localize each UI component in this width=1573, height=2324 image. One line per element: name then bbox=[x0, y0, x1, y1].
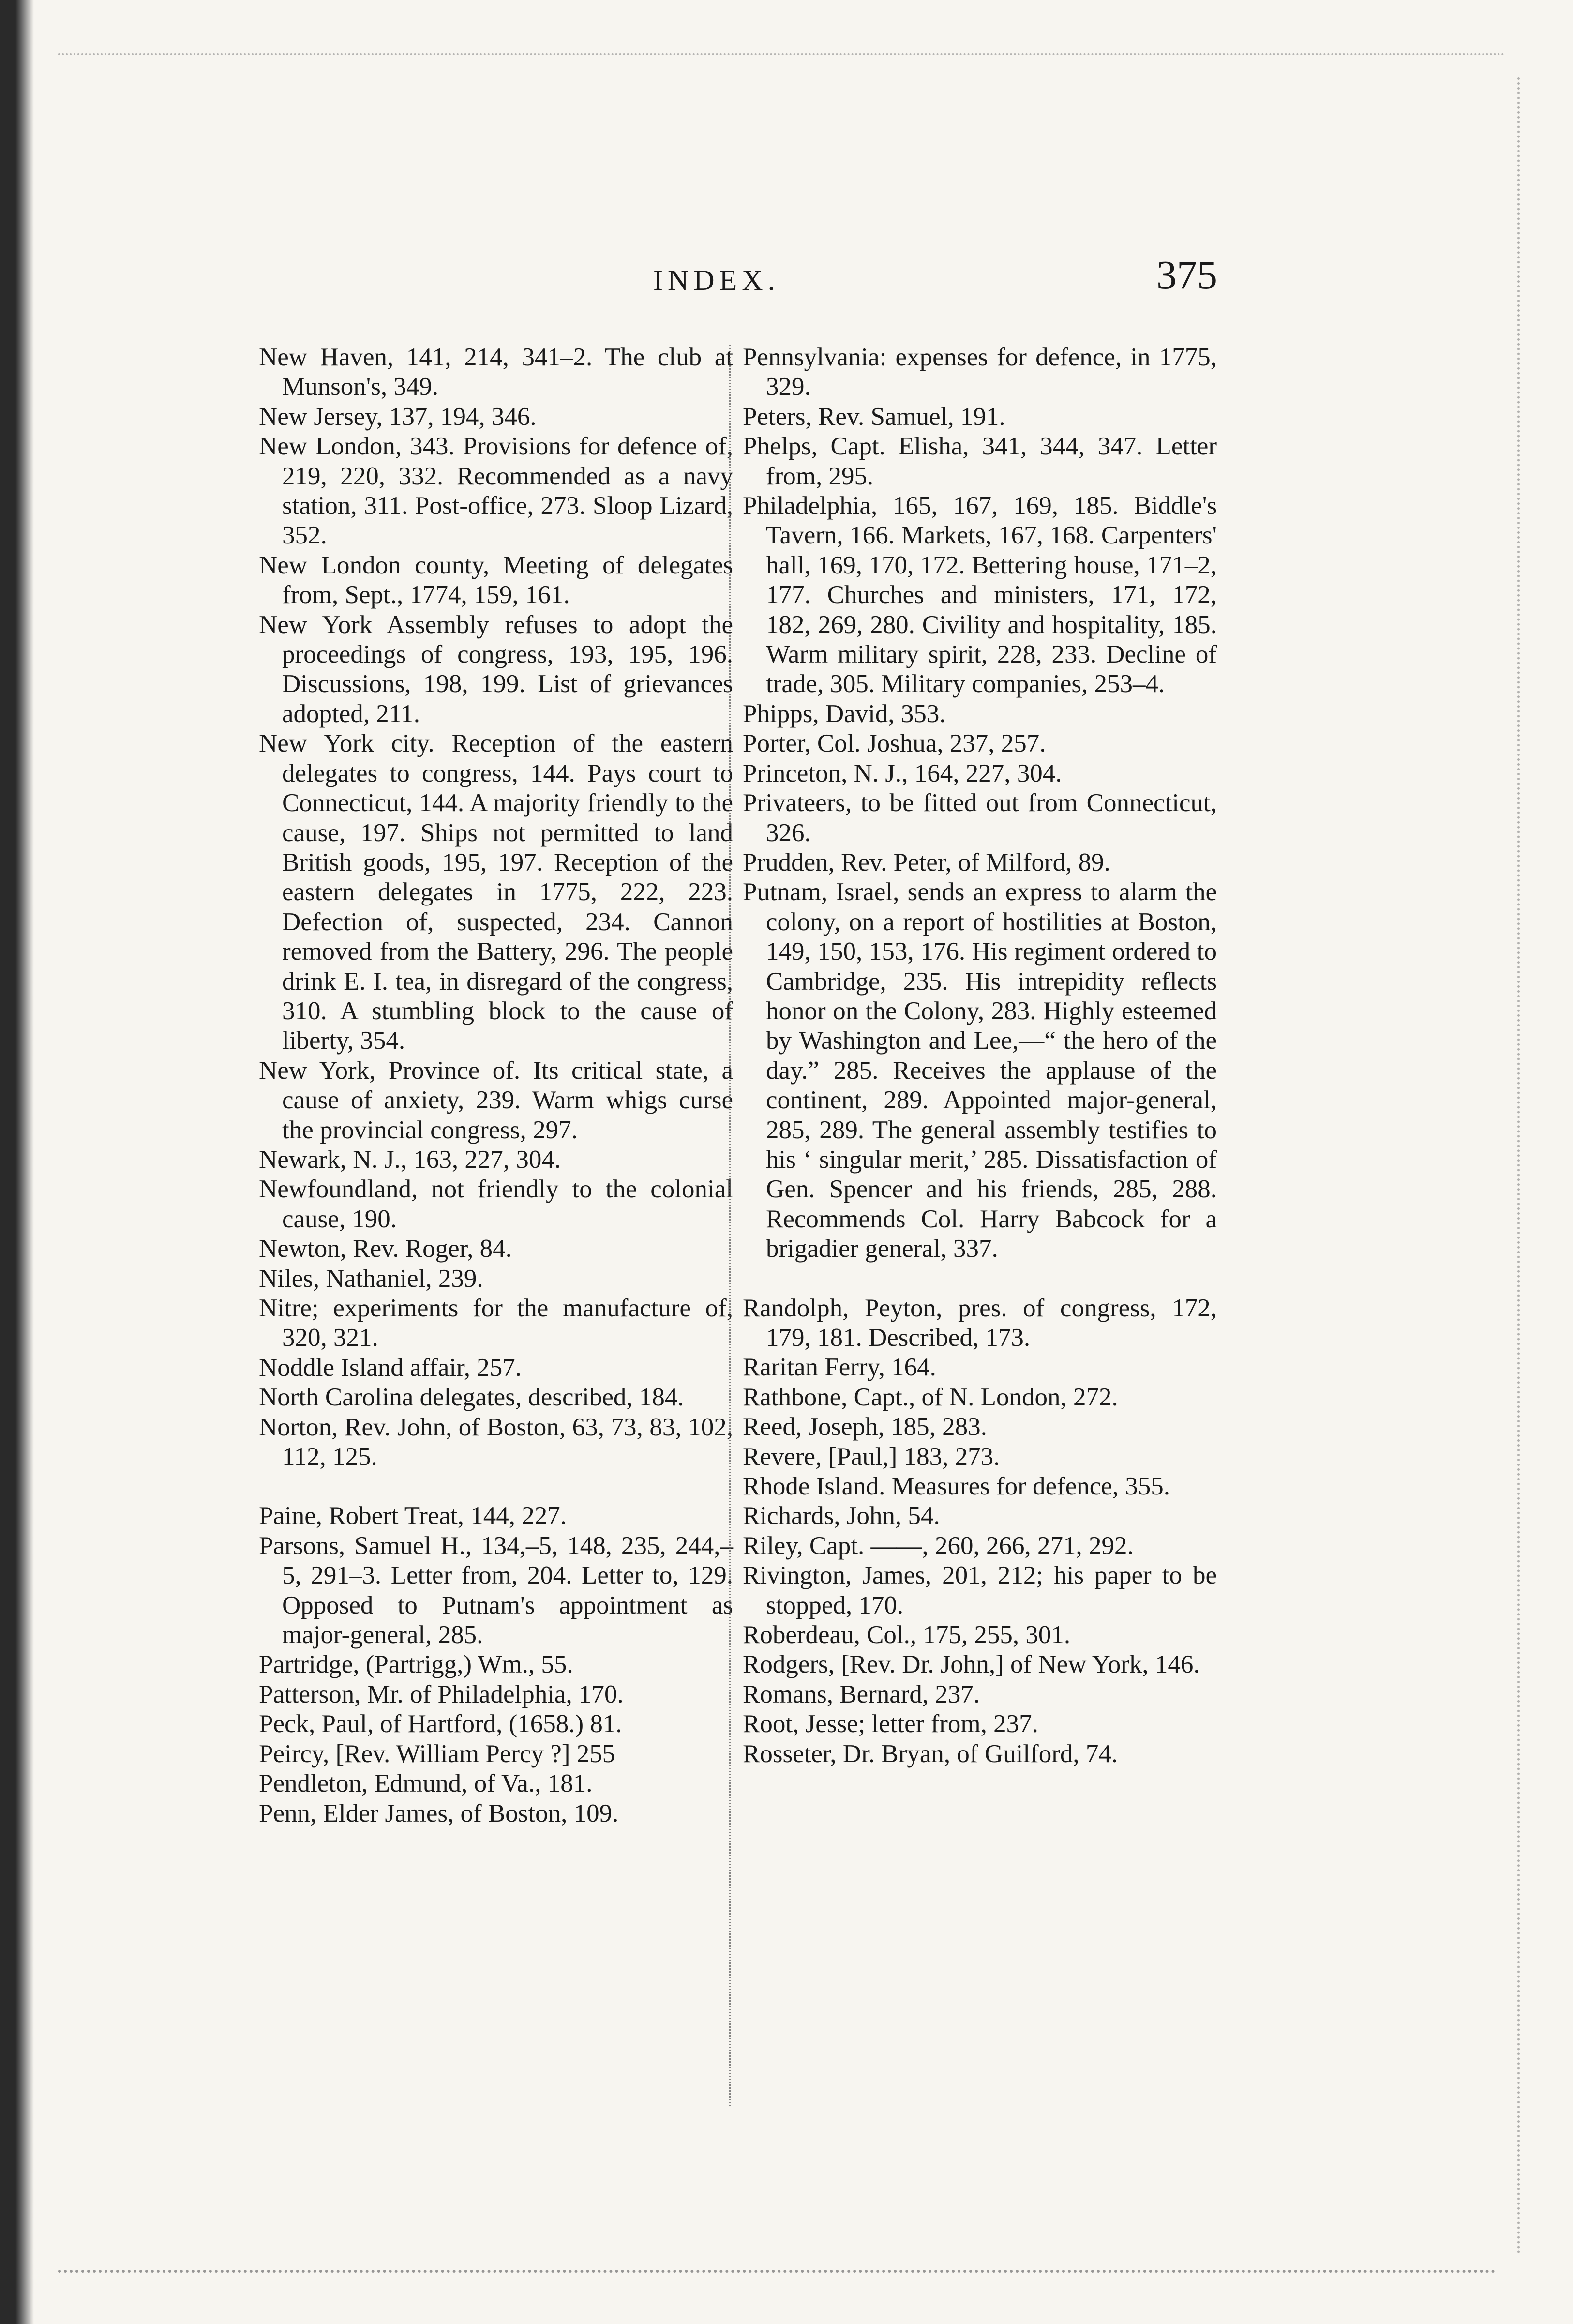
index-entry: Rivington, James, 201, 212; his paper to be stopped, 170. bbox=[743, 1561, 1217, 1619]
index-entry: Putnam, Israel, sends an express to alarm the colony, on a report of hostilities at Boston, 149, 150, 153, 176. His regiment ordered to Cambridge, 235. His intrepidity reflects honor on the Colony, 283. Highly esteemed by Washington and Lee,—“ the hero of the day.” 285. Receives the applause of the continent, 289. Appointed major-general, 285, 289. The general assembly testifies to his ‘ singular merit,’ 285. Dissatisfaction of Gen. Spencer and his friends, 285, 288. Recommends Col. Harry Babcock for a brigadier general, 337. bbox=[743, 878, 1217, 1263]
index-entry: Rhode Island. Measures for defence, 355. bbox=[743, 1472, 1170, 1501]
index-entry: Norton, Rev. John, of Boston, 63, 73, 83, 102, 112, 125. bbox=[259, 1413, 733, 1471]
index-entry: Phipps, David, 353. bbox=[743, 699, 946, 728]
page-number: 375 bbox=[1156, 253, 1217, 298]
index-entry: Noddle Island affair, 257. bbox=[259, 1353, 522, 1382]
book-spine-shadow bbox=[0, 0, 34, 2324]
index-entry: Porter, Col. Joshua, 237, 257. bbox=[743, 729, 1046, 758]
index-entry: Newark, N. J., 163, 227, 304. bbox=[259, 1145, 561, 1174]
index-entry: Roberdeau, Col., 175, 255, 301. bbox=[743, 1621, 1071, 1649]
index-entry: New London, 343. Provisions for defence of, 219, 220, 332. Recommended as a navy station, 311. Post-office, 273. Sloop Lizard, 352. bbox=[259, 432, 733, 550]
index-entry: Nitre; experiments for the manufacture of, 320, 321. bbox=[259, 1294, 733, 1352]
index-entry: Revere, [Paul,] 183, 273. bbox=[743, 1442, 1000, 1471]
index-entry: New York, Province of. Its critical state, a cause of anxiety, 239. Warm whigs curse the provincial congress, 297. bbox=[259, 1056, 733, 1144]
column-divider bbox=[729, 345, 731, 2106]
page-title: INDEX. bbox=[653, 264, 780, 296]
index-entry: New London county, Meeting of delegates from, Sept., 1774, 159, 161. bbox=[259, 551, 733, 609]
index-entry: New York Assembly refuses to adopt the proceedings of congress, 193, 195, 196. Discussions, 198, 199. List of grievances adopted, 211. bbox=[259, 610, 733, 728]
page-top-edge bbox=[58, 53, 1505, 58]
index-entry: Phelps, Capt. Elisha, 341, 344, 347. Letter from, 295. bbox=[743, 432, 1217, 490]
page-right-edge bbox=[1514, 77, 1520, 2255]
index-entry: Pendleton, Edmund, of Va., 181. bbox=[259, 1769, 593, 1798]
index-entry: Privateers, to be fitted out from Connecticut, 326. bbox=[743, 789, 1217, 847]
index-entry: Peircy, [Rev. William Percy ?] 255 bbox=[259, 1739, 615, 1768]
index-column-right bbox=[743, 343, 1217, 1769]
index-entry: Patterson, Mr. of Philadelphia, 170. bbox=[259, 1680, 624, 1708]
index-entry: Rathbone, Capt., of N. London, 272. bbox=[743, 1383, 1118, 1411]
index-entry: Princeton, N. J., 164, 227, 304. bbox=[743, 759, 1062, 787]
index-entry: North Carolina delegates, described, 184. bbox=[259, 1383, 684, 1412]
index-entry: Raritan Ferry, 164. bbox=[743, 1353, 936, 1382]
index-entry: New York city. Reception of the eastern delegates to congress, 144. Pays court to Connecticut, 144. A majority friendly to the cause, 197. Ships not permitted to land British goods, 195, 197. Reception of the eastern delegates in 1775, 222, 223. Defection of, suspected, 234. Cannon removed from the Battery, 296. The people drink E. I. tea, in disregard of the congress, 310. A stumbling block to the cause of liberty, 354. bbox=[259, 729, 733, 1055]
index-entry: Richards, John, 54. bbox=[743, 1502, 940, 1530]
index-entry: New Haven, 141, 214, 341–2. The club at Munson's, 349. bbox=[259, 343, 733, 401]
index-entry: Newton, Rev. Roger, 84. bbox=[259, 1235, 512, 1263]
index-entry: Partridge, (Partrigg,) Wm., 55. bbox=[259, 1650, 573, 1679]
index-entry: Paine, Robert Treat, 144, 227. bbox=[259, 1502, 567, 1530]
index-column-left bbox=[259, 343, 733, 1828]
index-entry: Romans, Bernard, 237. bbox=[743, 1680, 980, 1708]
index-entry: Philadelphia, 165, 167, 169, 185. Biddle's Tavern, 166. Markets, 167, 168. Carpenters' hall, 169, 170, 172. Bettering house, 171–2, 177. Churches and ministers, 171, 172, 182, 269, 280. Civility and hospitality, 185. Warm military spirit, 228, 233. Decline of trade, 305. Military companies, 253–4. bbox=[743, 492, 1217, 698]
index-entry: Niles, Nathaniel, 239. bbox=[259, 1264, 483, 1293]
index-entry: Randolph, Peyton, pres. of congress, 172, 179, 181. Described, 173. bbox=[743, 1294, 1217, 1352]
page-bottom-edge bbox=[58, 2270, 1496, 2276]
index-entry: Parsons, Samuel H., 134,–5, 148, 235, 244,–5, 291–3. Letter from, 204. Letter to, 129. Opposed to Putnam's appointment as major-general, 285. bbox=[259, 1531, 733, 1649]
index-entry: Root, Jesse; letter from, 237. bbox=[743, 1710, 1038, 1738]
index-entry: Riley, Capt. ——, 260, 266, 271, 292. bbox=[743, 1531, 1134, 1560]
index-entry: Pennsylvania: expenses for defence, in 1775, 329. bbox=[743, 343, 1217, 401]
index-entry: Penn, Elder James, of Boston, 109. bbox=[259, 1799, 619, 1827]
index-entry: Newfoundland, not friendly to the colonial cause, 190. bbox=[259, 1175, 733, 1233]
index-entry: Prudden, Rev. Peter, of Milford, 89. bbox=[743, 848, 1110, 876]
index-entry: Peters, Rev. Samuel, 191. bbox=[743, 402, 1005, 431]
index-entry: Rodgers, [Rev. Dr. John,] of New York, 146. bbox=[743, 1650, 1200, 1679]
index-entry: Reed, Joseph, 185, 283. bbox=[743, 1413, 987, 1441]
index-entry: Peck, Paul, of Hartford, (1658.) 81. bbox=[259, 1710, 622, 1738]
index-entry: Rosseter, Dr. Bryan, of Guilford, 74. bbox=[743, 1739, 1118, 1768]
index-entry: New Jersey, 137, 194, 346. bbox=[259, 402, 537, 431]
